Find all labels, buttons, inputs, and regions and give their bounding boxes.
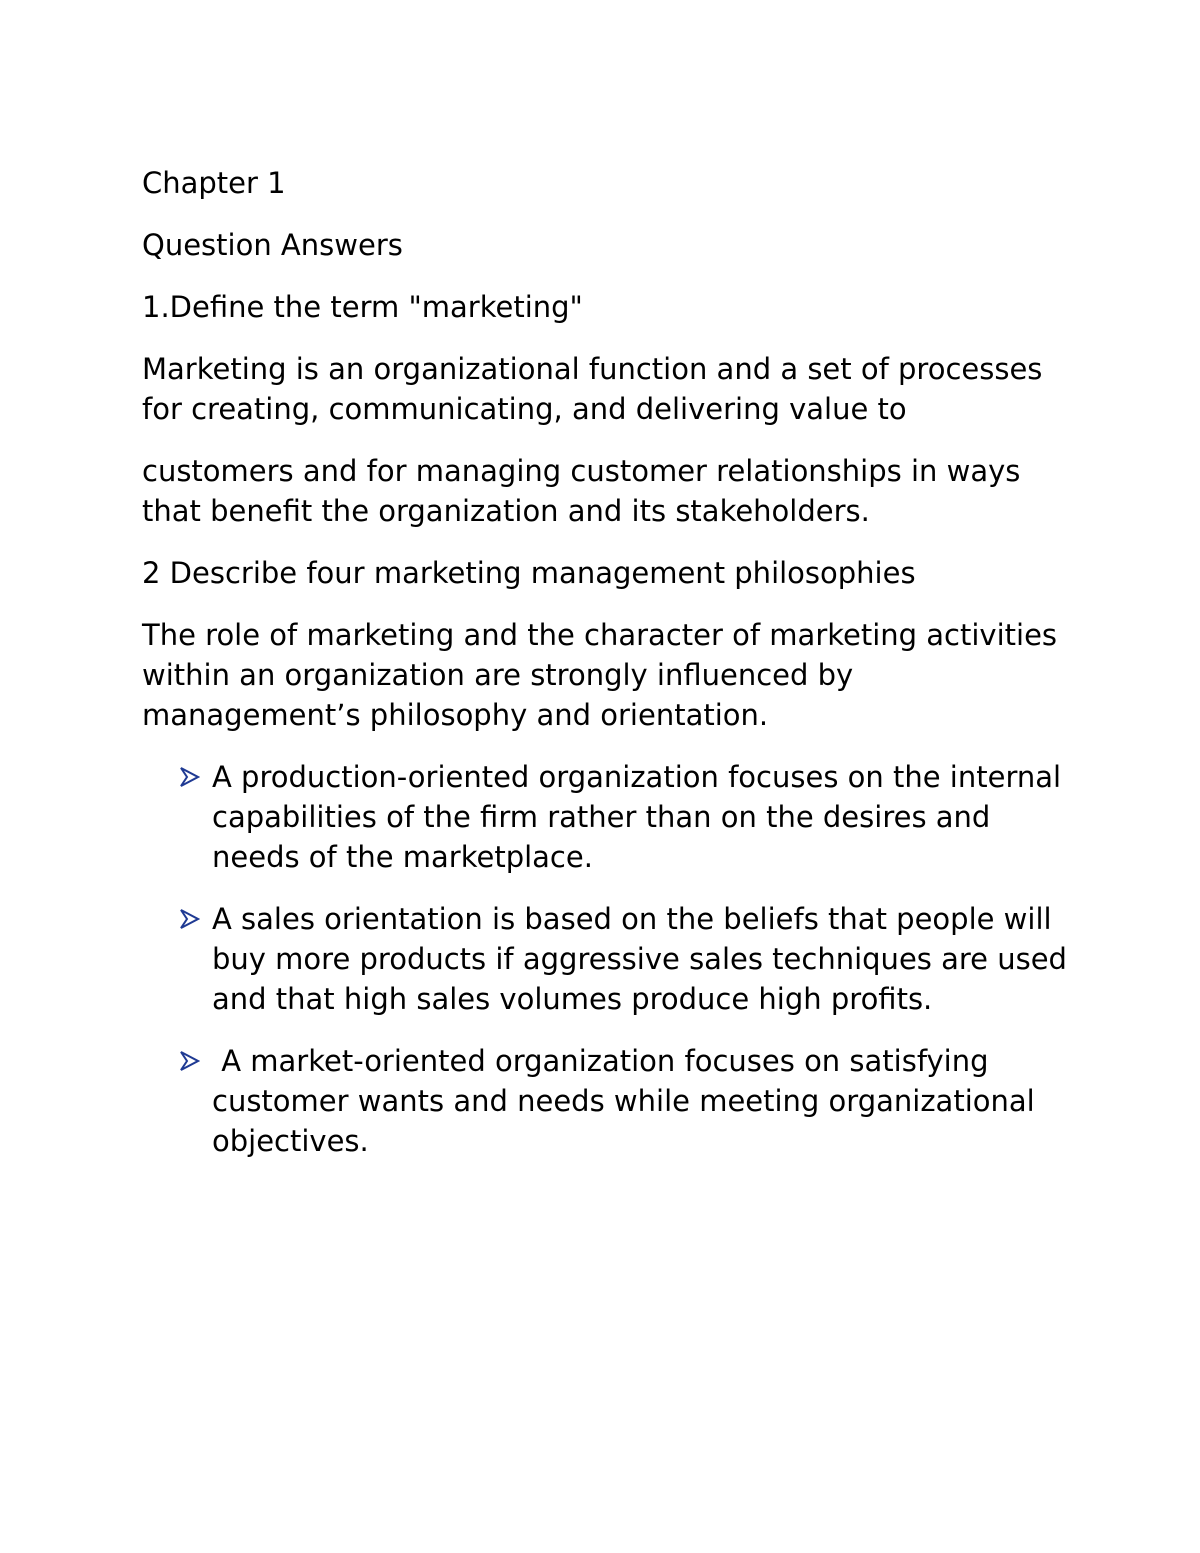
question-1-answer-paragraph-2: customers and for managing customer relationships in ways that benefit the organization and its stakeholders. <box>142 454 1030 528</box>
philosophies-bullet-list <box>142 757 1077 1161</box>
question-2-heading: 2 Describe four marketing management philosophies <box>142 556 916 590</box>
question-1-answer-paragraph-1: Marketing is an organizational function and a set of processes for creating, communicating, and delivering value to <box>142 352 1052 426</box>
chapter-title: Chapter 1 <box>142 166 286 200</box>
question-1-heading: 1.Define the term "marketing" <box>142 290 583 324</box>
bullet-item <box>142 757 1072 877</box>
bullet-item <box>142 899 1077 1019</box>
arrowhead-bullet-icon <box>178 908 200 930</box>
bullet-text: A market-oriented organization focuses on satisfying customer wants and needs while meeting organizational objectives. <box>212 1044 1044 1158</box>
question-2-intro: The role of marketing and the character of marketing activities within an organization are strongly influenced by management’s philosophy and orientation. <box>142 618 1067 732</box>
document-body <box>142 163 1077 1183</box>
bullet-text: A sales orientation is based on the beliefs that people will buy more products if aggressive sales techniques are used and that high sales volumes produce high profits. <box>212 902 1077 1016</box>
bullet-item <box>142 1041 1072 1161</box>
arrowhead-bullet-icon <box>178 766 200 788</box>
bullet-text: A production-oriented organization focuses on the internal capabilities of the firm rather than on the desires and needs of the marketplace. <box>212 760 1071 874</box>
section-title: Question Answers <box>142 228 403 262</box>
arrowhead-bullet-icon <box>178 1050 200 1072</box>
